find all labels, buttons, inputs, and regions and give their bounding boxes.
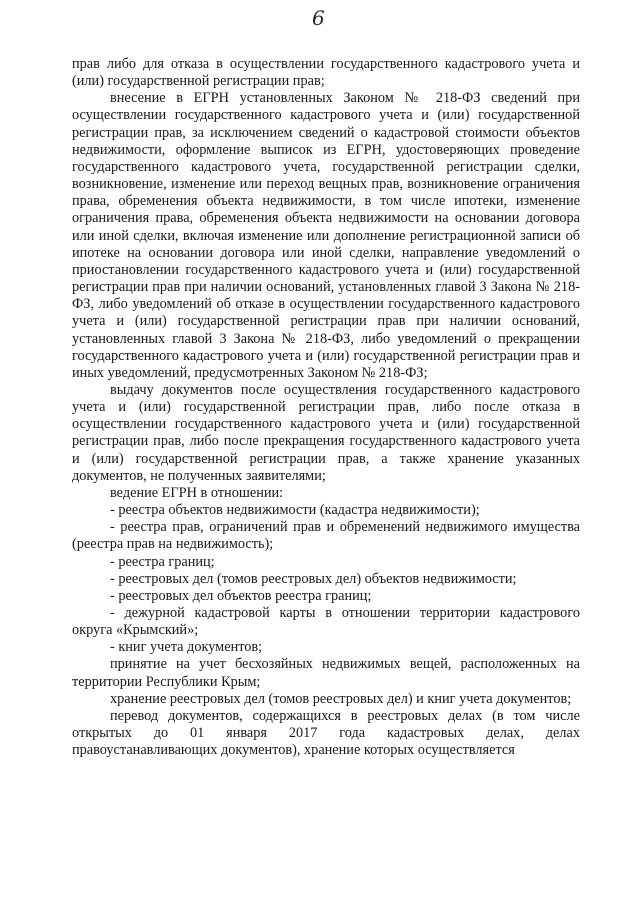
paragraph-storage: хранение реестровых дел (томов реестровых дел) и книг учета документов; [110,690,572,707]
list-item-registry-objects: - реестра объектов недвижимости (кадастра недвижимости); [110,502,480,519]
paragraph-4: ведение ЕГРН в отношении: [110,484,284,501]
paragraph-2: внесение в ЕГРН установленных Законом № 218-ФЗ сведений при осуществлении государственного кадастрового учета и (или) государственной регистрации прав, за исключением сведений о кадастровой стоимости объектов недвижимости, оформление выписок из ЕГРН, удостоверяющих проведение государственного кадастрового учета, государственной регистрации сделки, возникновение, изменение или переход вещных прав, возникновение ограничения права, обременения объекта недвижимости, в том числе ипотеки, изменение ограничения права, обременения объекта недвижимости на основании договора или иной сделки, включая изменение или дополнение регистрационной записи об ипотеке на основании договора или иной сделки, направление уведомлений о приостановлении государственного кадастрового учета и (или) государственной регистрации прав при наличии оснований, установленных главой 3 Закона № 218-ФЗ, либо уведомлений об отказе в осуществлении государственного кадастрового учета и (или) государственной регистрации прав при наличии оснований, установленных главой 3 Закона № 218-ФЗ, либо уведомлений о прекращении государственного кадастрового учета и (или) государственной регистрации прав и иных уведомлений, предусмотренных Законом № 218-ФЗ; [72,90,580,381]
document-body [72,56,580,759]
paragraph-ownerless-property: принятие на учет бесхозяйных недвижимых вещей, расположенных на территории Республики Крым; [72,656,580,690]
list-item-record-books: - книг учета документов; [110,639,263,656]
list-item-cadastral-map: - дежурной кадастровой карты в отношении территории кадастрового округа «Крымский»; [72,605,580,639]
paragraph-1: прав либо для отказа в осуществлении государственного кадастрового учета и (или) государственной регистрации прав; [72,56,580,90]
list-item-border-cases: - реестровых дел объектов реестра границ; [110,587,372,604]
page-number: 6 [312,6,325,30]
paragraph-translation: перевод документов, содержащихся в реестровых делах (в том числе открытых до 01 января 2017 года кадастровых делах, делах правоустанавливающих документов), хранение которых осуществляется [72,707,580,759]
list-item-registry-rights: - реестра прав, ограничений прав и обременений недвижимого имущества (реестра прав на недвижимость); [72,519,580,553]
paragraph-3: выдачу документов после осуществления государственного кадастрового учета и (или) государственной регистрации прав, либо после отказа в осуществлении государственного кадастрового учета и (или) государственной регистрации прав, либо после прекращения государственного кадастрового учета и (или) государственной регистрации прав, а также хранение указанных документов, не полученных заявителями; [72,381,580,484]
list-item-registry-borders: - реестра границ; [110,553,215,570]
list-item-registry-cases: - реестровых дел (томов реестровых дел) объектов недвижимости; [110,570,517,587]
